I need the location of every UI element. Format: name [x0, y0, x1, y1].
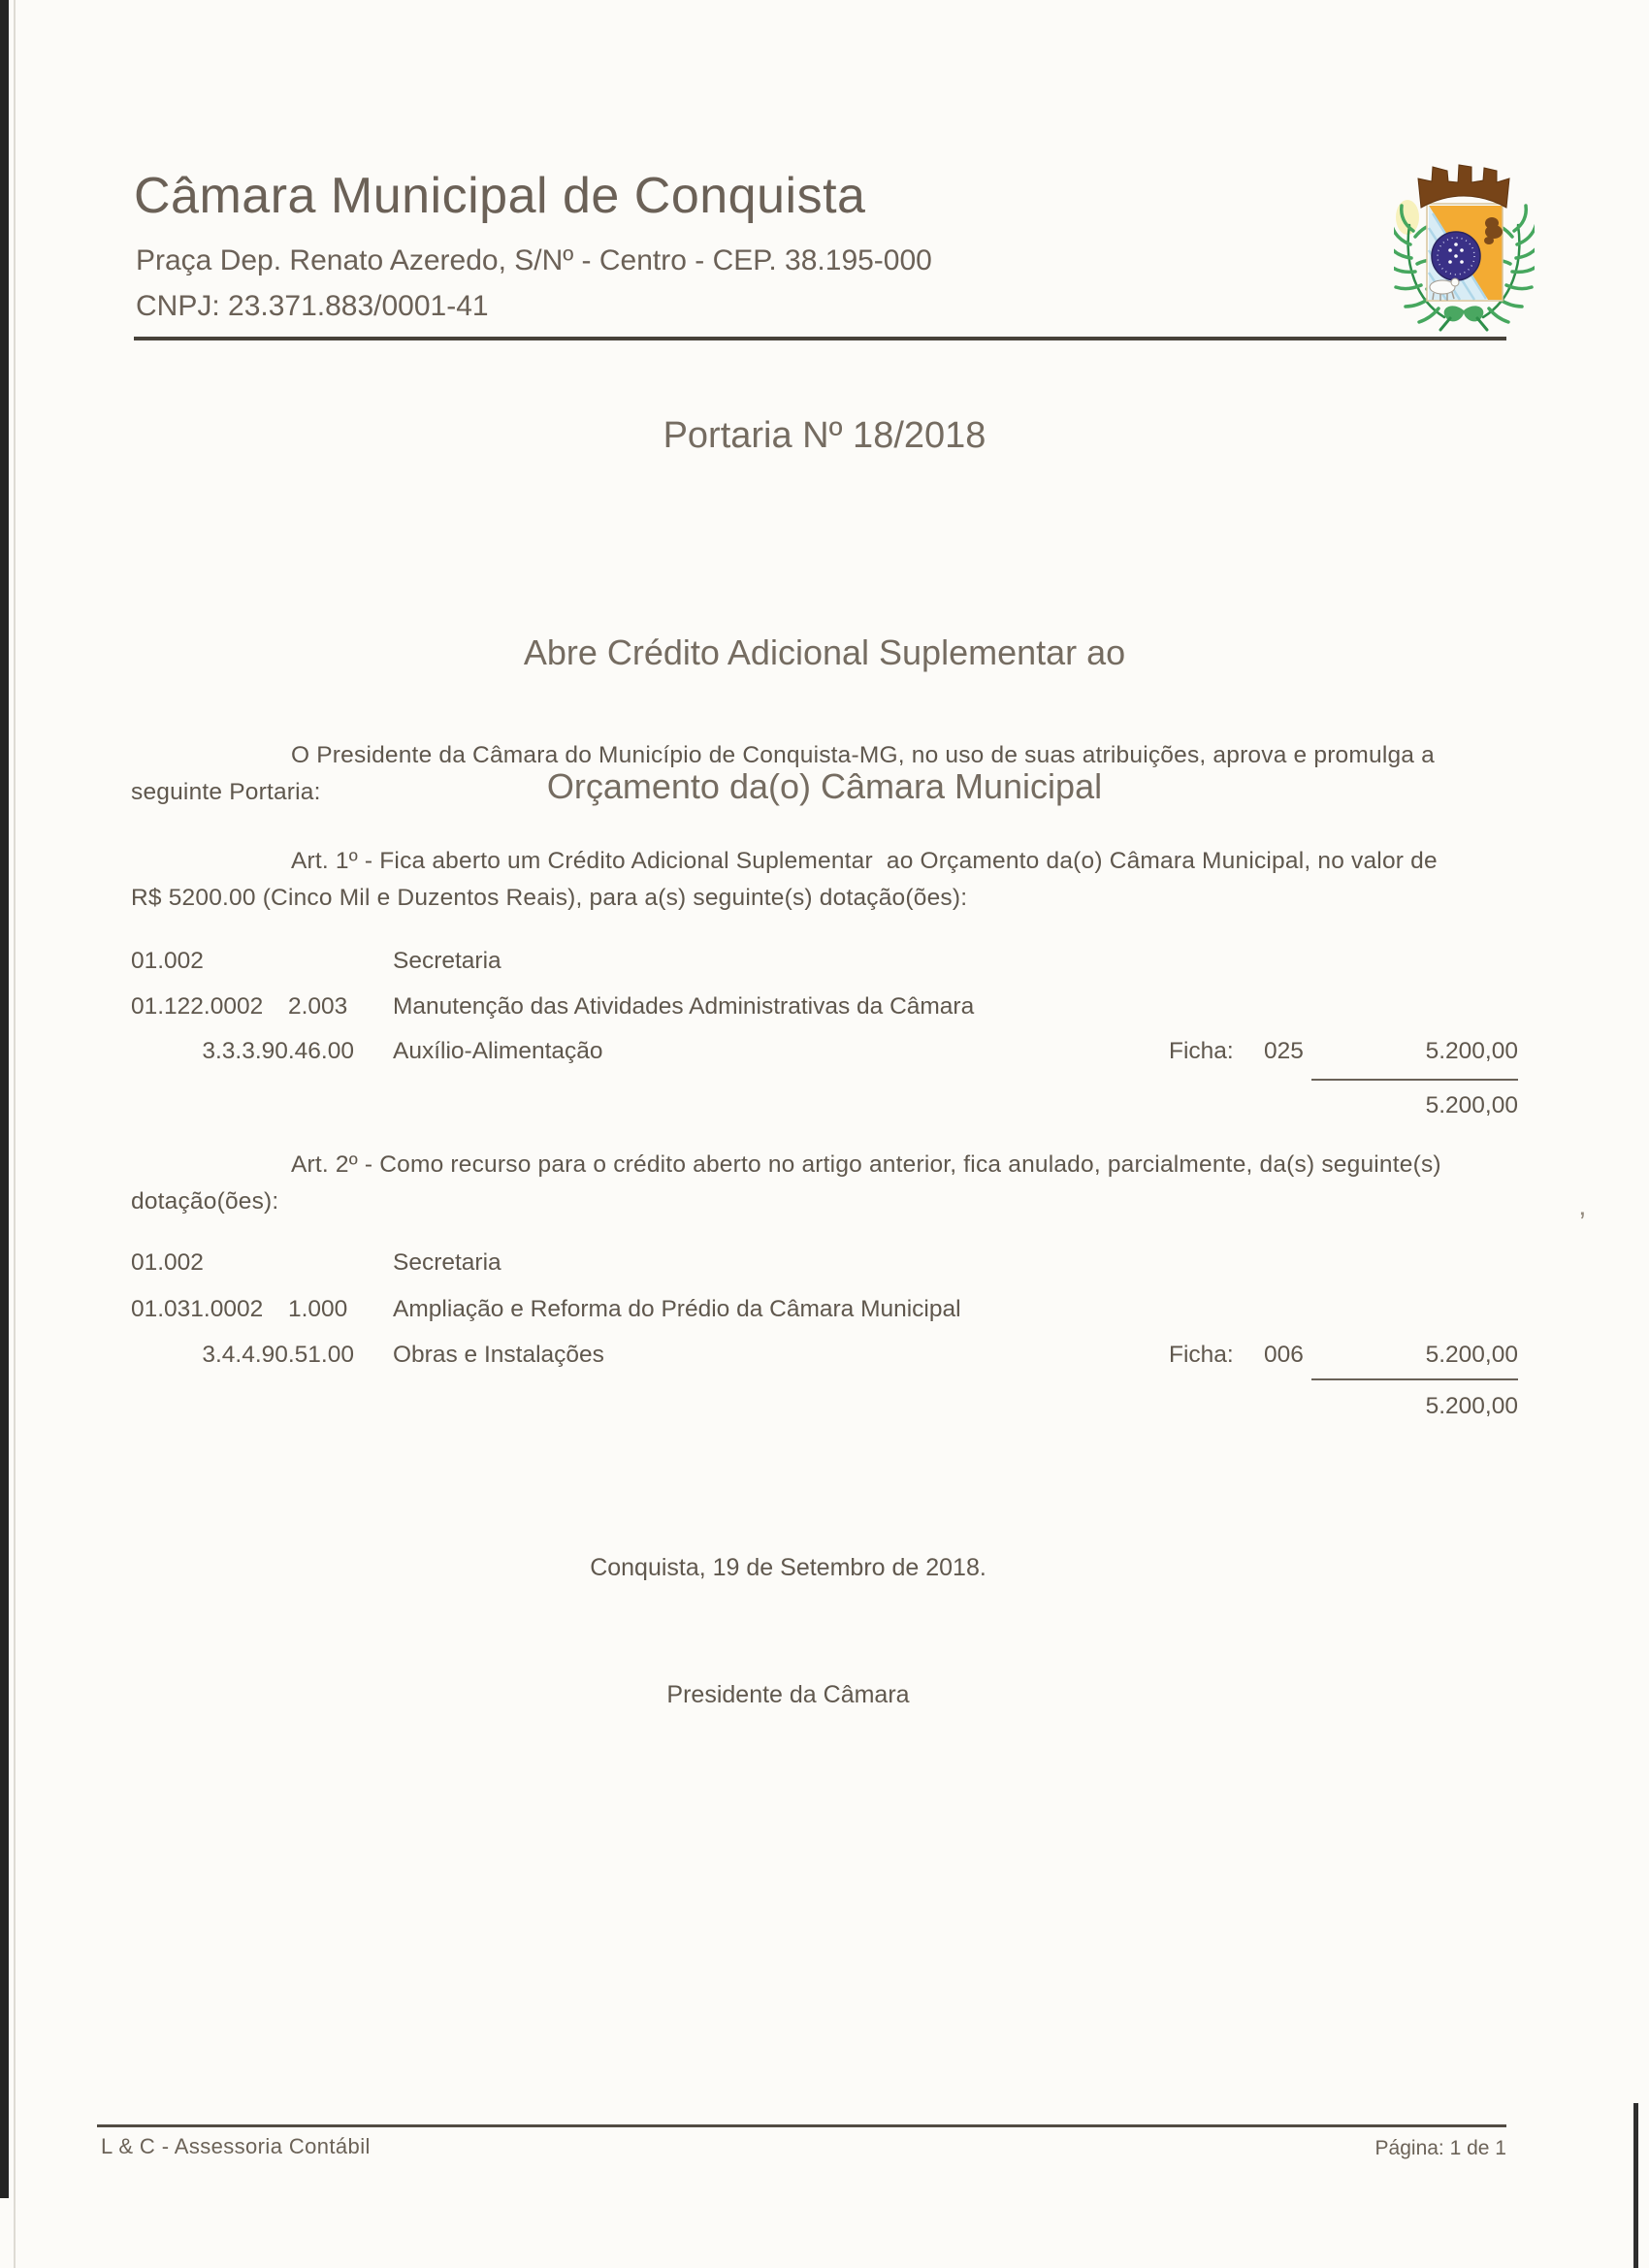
date-line: Conquista, 19 de Setembro de 2018.	[590, 1554, 986, 1581]
alloc1-amount: 5.200,00	[1425, 1038, 1518, 1064]
header-divider	[134, 337, 1506, 340]
footer-page-number: Página: 1 de 1	[1374, 2137, 1506, 2159]
alloc2-unit-code: 01.002	[131, 1249, 204, 1276]
municipal-coat-of-arms-icon	[1394, 155, 1535, 335]
opening-paragraph-line-1: O Presidente da Câmara do Município de Conquista-MG, no uso de suas atribuições, aprova e promulga a	[291, 742, 1435, 768]
alloc1-program-name: Manutenção das Atividades Administrativas da Câmara	[393, 993, 975, 1020]
alloc2-expense-name: Obras e Instalações	[393, 1342, 604, 1368]
signature-role: Presidente da Câmara	[666, 1681, 910, 1708]
alloc1-expense-name: Auxílio-Alimentação	[393, 1038, 603, 1064]
alloc1-total: 5.200,00	[1425, 1092, 1518, 1118]
alloc2-unit-name: Secretaria	[393, 1249, 501, 1276]
alloc1-total-rule	[1311, 1079, 1518, 1081]
article-1-line-1: Art. 1º - Fica aberto um Crédito Adicional Suplementar ao Orçamento da(o) Câmara Municipal, no valor de	[291, 848, 1438, 874]
alloc1-ficha-number: 025	[1264, 1038, 1304, 1064]
scan-edge-artifact-left	[0, 0, 9, 2198]
org-name: Câmara Municipal de Conquista	[134, 168, 866, 224]
article-2-line-1: Art. 2º - Como recurso para o crédito aberto no artigo anterior, fica anulado, parcialmente, da(s) seguinte(s)	[291, 1151, 1441, 1178]
alloc1-expense-code: 3.3.3.90.46.00	[202, 1038, 354, 1064]
alloc2-amount: 5.200,00	[1425, 1342, 1518, 1368]
alloc1-ficha-label: Ficha:	[1169, 1038, 1234, 1064]
alloc1-program-sub: 2.003	[288, 993, 348, 1020]
alloc2-program-code: 01.031.0002	[131, 1296, 264, 1322]
org-address: Praça Dep. Renato Azeredo, S/Nº - Centro - CEP. 38.195-000	[136, 244, 932, 276]
footer-left-text: L & C - Assessoria Contábil	[101, 2134, 371, 2158]
alloc2-program-name: Ampliação e Reforma do Prédio da Câmara Municipal	[393, 1296, 961, 1322]
scan-edge-artifact-right	[1633, 2103, 1638, 2268]
article-1-line-2: R$ 5200.00 (Cinco Mil e Duzentos Reais), para a(s) seguinte(s) dotação(ões):	[131, 885, 968, 911]
scan-edge-faint-line	[14, 0, 16, 2268]
alloc1-program-code: 01.122.0002	[131, 993, 264, 1020]
document-subtitle	[0, 541, 1649, 898]
alloc2-program-sub: 1.000	[288, 1296, 348, 1322]
alloc1-unit-code: 01.002	[131, 948, 204, 974]
alloc2-total-rule	[1311, 1378, 1518, 1380]
alloc1-unit-name: Secretaria	[393, 948, 501, 974]
org-cnpj: CNPJ: 23.371.883/0001-41	[136, 290, 489, 322]
document-title: Portaria Nº 18/2018	[663, 415, 986, 456]
alloc2-total: 5.200,00	[1425, 1393, 1518, 1419]
footer-divider	[97, 2124, 1506, 2127]
stray-scan-mark: ’	[1579, 1207, 1586, 1239]
alloc2-ficha-label: Ficha:	[1169, 1342, 1234, 1368]
subtitle-line-1: Abre Crédito Adicional Suplementar ao	[523, 632, 1126, 672]
article-2-line-2: dotação(ões):	[131, 1188, 279, 1215]
alloc2-ficha-number: 006	[1264, 1342, 1304, 1368]
subtitle-line-2: Orçamento da(o) Câmara Municipal	[546, 766, 1103, 806]
opening-paragraph-line-2: seguinte Portaria:	[131, 779, 321, 805]
alloc2-expense-code: 3.4.4.90.51.00	[202, 1342, 354, 1368]
